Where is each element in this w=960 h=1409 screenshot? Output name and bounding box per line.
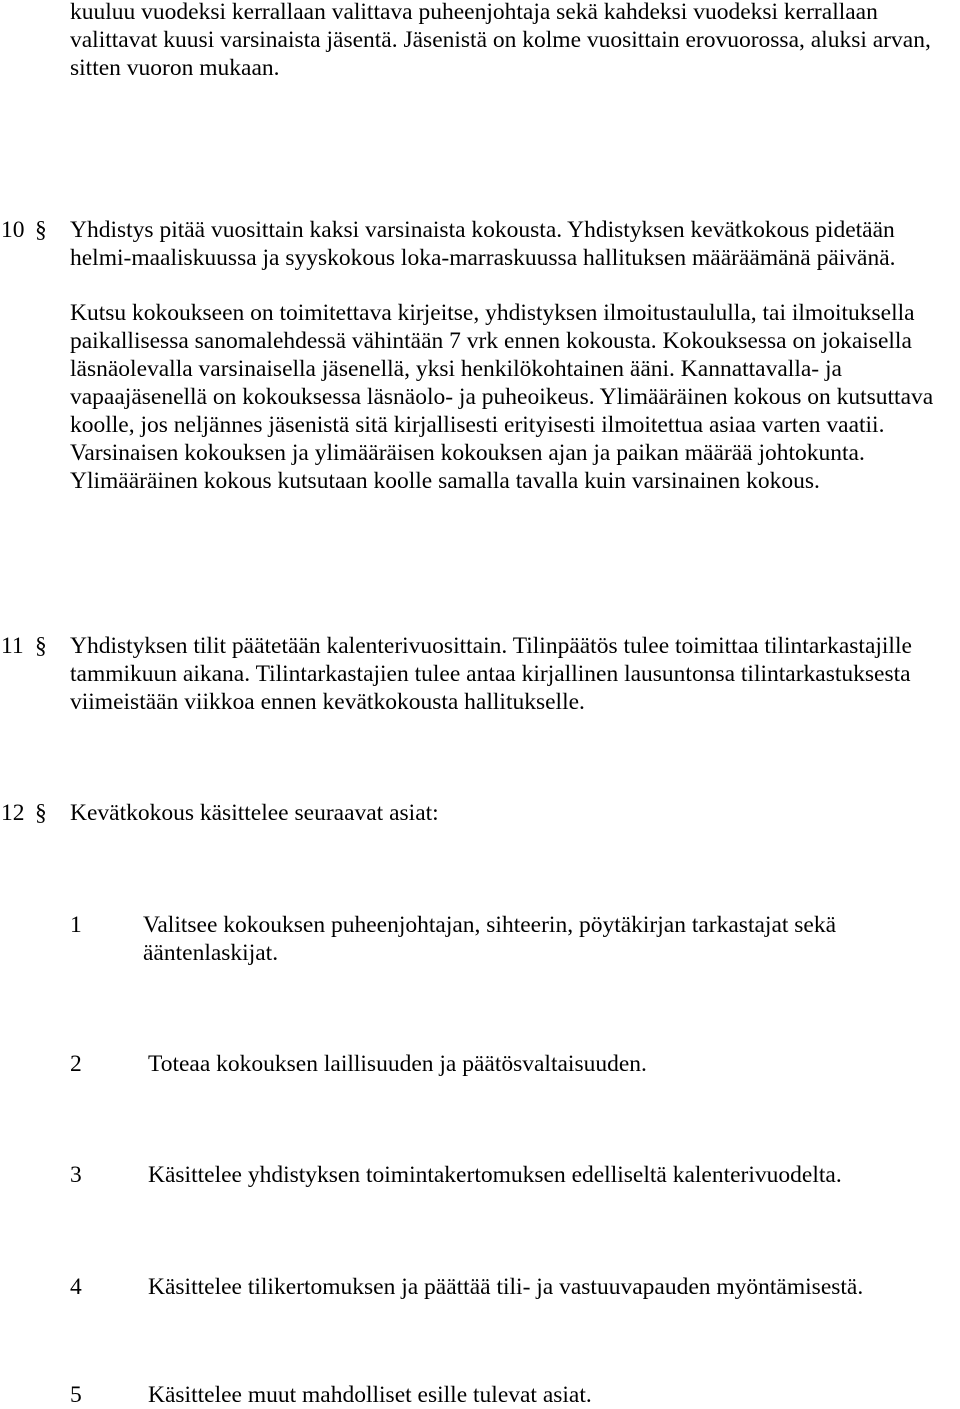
paragraph-line: koolle, jos neljännes jäsenistä sitä kirjallisesti erityisesti ilmoitettua asiaa varten vaatii. (70, 412, 885, 438)
list-item-text: Käsittelee tilikertomuksen ja päättää tili- ja vastuuvapauden myöntämisestä. (148, 1274, 864, 1300)
section-symbol: § (35, 217, 47, 243)
paragraph-line: kuuluu vuodeksi kerrallaan valittava puheenjohtaja sekä kahdeksi vuodeksi kerrallaan (70, 0, 878, 25)
paragraph-line: Ylimääräinen kokous kutsutaan koolle samalla tavalla kuin varsinainen kokous. (70, 468, 820, 494)
list-item-text: Valitsee kokouksen puheenjohtajan, sihteerin, pöytäkirjan tarkastajat sekä (143, 912, 837, 938)
list-item-number: 4 (70, 1274, 82, 1300)
paragraph-line: vapaajäsenellä on kokouksessa läsnäolo- ja puheoikeus. Ylimääräinen kokous on kutsuttava (70, 384, 934, 410)
list-item-number: 5 (70, 1382, 82, 1408)
section-symbol: § (35, 800, 47, 826)
section-number: 10 (1, 217, 25, 243)
paragraph-line: paikallisessa sanomalehdessä vähintään 7 vrk ennen kokousta. Kokouksessa on jokaisella (70, 328, 912, 354)
list-item-text: Käsittelee yhdistyksen toimintakertomuksen edelliseltä kalenterivuodelta. (148, 1162, 842, 1188)
section-number: 11 (1, 633, 24, 659)
list-item-text: Toteaa kokouksen laillisuuden ja päätösvaltaisuuden. (148, 1051, 647, 1077)
section-number: 12 (1, 800, 25, 826)
paragraph-line: Yhdistys pitää vuosittain kaksi varsinaista kokousta. Yhdistyksen kevätkokous pidetään (70, 217, 895, 243)
paragraph-line: Yhdistyksen tilit päätetään kalenterivuosittain. Tilinpäätös tulee toimittaa tilintarkastajille (70, 633, 912, 659)
list-item-number: 2 (70, 1051, 82, 1077)
paragraph-line: Kutsu kokoukseen on toimitettava kirjeitse, yhdistyksen ilmoitustaululla, tai ilmoituksella (70, 300, 915, 326)
paragraph-line: läsnäolevalla varsinaisella jäsenellä, yksi henkilökohtainen ääni. Kannattavalla- ja (70, 356, 842, 382)
paragraph-line: helmi-maaliskuussa ja syyskokous loka-marraskuussa hallituksen määräämänä päivänä. (70, 245, 896, 271)
paragraph-line: tammikuun aikana. Tilintarkastajien tulee antaa kirjallinen lausuntonsa tilintarkastuksesta (70, 661, 911, 687)
list-item-number: 3 (70, 1162, 82, 1188)
paragraph-line: sitten vuoron mukaan. (70, 55, 280, 81)
paragraph-line: viimeistään viikkoa ennen kevätkokousta hallitukselle. (70, 689, 585, 715)
list-item-text: ääntenlaskijat. (143, 940, 279, 966)
paragraph-line: valittavat kuusi varsinaista jäsentä. Jäsenistä on kolme vuosittain erovuorossa, aluksi arvan, (70, 27, 931, 53)
section-symbol: § (35, 633, 47, 659)
list-item-text: Käsittelee muut mahdolliset esille tulevat asiat. (148, 1382, 592, 1408)
section-heading: Kevätkokous käsittelee seuraavat asiat: (70, 800, 439, 826)
list-item-number: 1 (70, 912, 82, 938)
paragraph-line: Varsinaisen kokouksen ja ylimääräisen kokouksen ajan ja paikan määrää johtokunta. (70, 440, 865, 466)
